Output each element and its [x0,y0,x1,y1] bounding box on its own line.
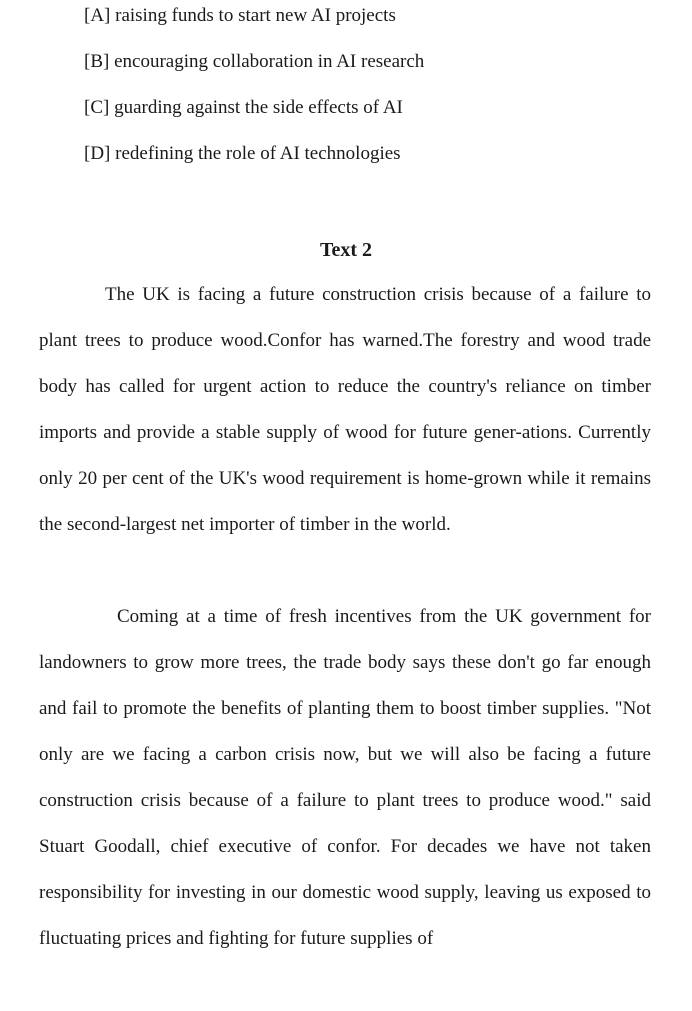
paragraph-1: The UK is facing a future construction crisis because of a failure to plant trees to produce wood.Confor has warned.The forestry and wood trade body has called for urgent action to reduce the country's reliance on timber imports and provide a stable supply of wood for future gener-ations. Currently only 20 per cent of the UK's wood requirement is home-grown while it remains the second-largest net importer of timber in the world. [39,284,651,535]
section-title: Text 2 [319,239,373,261]
option-d: [D] redefining the role of AI technologies [84,143,401,164]
option-c: [C] guarding against the side effects of AI [84,97,403,118]
paragraph-2: Coming at a time of fresh incentives from the UK government for landowners to grow more trees, the trade body says these don't go far enough and fail to promote the benefits of planting them to boost timber supplies. "Not only are we facing a carbon crisis now, but we will also be facing a future construction crisis because of a failure to plant trees to produce wood." said Stuart Goodall, chief executive of confor. For decades we have not taken responsibility for investing in our domestic wood supply, leaving us exposed to fluctuating prices and fighting for future supplies of [39,606,651,949]
answer-options [84,4,644,188]
option-b: [B] encouraging collaboration in AI research [84,51,425,72]
option-a: [A] raising funds to start new AI projects [84,5,396,26]
